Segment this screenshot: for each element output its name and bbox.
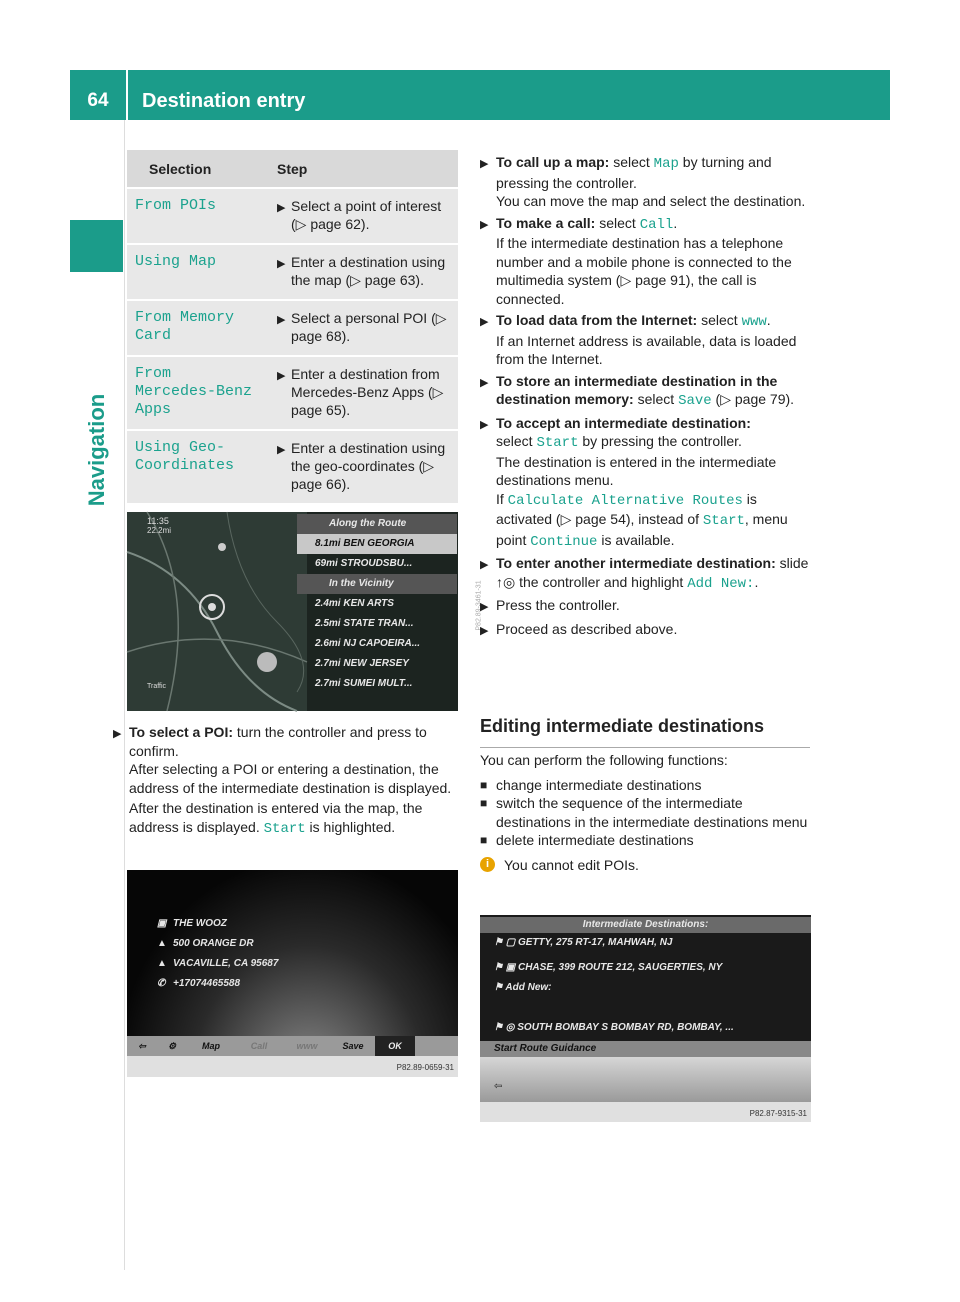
list-item[interactable]: 2.6mi NJ CAPOEIRA... xyxy=(315,638,421,649)
list-item[interactable]: 8.1mi BEN GEORGIA xyxy=(297,534,457,554)
step-text: select xyxy=(595,214,640,231)
step-paragraph: If an Internet address is available, data is loaded from the Internet. xyxy=(496,332,797,367)
step-text: . xyxy=(754,573,759,590)
list-item xyxy=(157,954,278,974)
step-text: Select a point of interest (▷ page 62). xyxy=(291,198,442,232)
table-cell-step xyxy=(269,188,458,244)
step-accept-destination xyxy=(480,414,814,552)
settings-icon[interactable]: ⚙ xyxy=(167,1040,177,1051)
code-calculate-alternative-routes: Calculate Alternative Routes xyxy=(507,492,743,509)
table-cell-step xyxy=(269,244,458,300)
list-item[interactable]: 2.7mi NEW JERSEY xyxy=(315,658,409,669)
address-phone: +17074465588 xyxy=(173,978,241,989)
bullet-text: change intermediate destinations xyxy=(496,776,702,793)
list-item[interactable]: Along the Route xyxy=(297,514,457,534)
arrow-icon: ▶ xyxy=(277,314,286,326)
list-item[interactable]: In the Vicinity xyxy=(297,574,457,594)
list-item[interactable]: 2.7mi SUMEI MULT... xyxy=(315,678,413,689)
info-note xyxy=(480,856,814,875)
list-item[interactable] xyxy=(494,937,672,948)
list-item xyxy=(480,831,814,850)
step-text: turn the controller and press to confirm. xyxy=(129,724,427,759)
arrow-icon: ▶ xyxy=(277,258,286,270)
step-text: Select a personal POI (▷ page 68). xyxy=(291,310,447,344)
arrow-icon: ▶ xyxy=(113,728,122,740)
step-text: is available. xyxy=(597,531,675,548)
step-text: . xyxy=(673,214,678,231)
list-item xyxy=(157,974,278,994)
step-lead: To accept an intermediate destination: xyxy=(496,414,751,431)
back-icon[interactable]: ⇦ xyxy=(494,1081,503,1092)
time-readout: 11:35 xyxy=(147,516,169,526)
step-paragraph: If the intermediate destination has a telephone number and a mobile phone is connected to the multimedia system (▷ page 91), the call is connected. xyxy=(496,235,792,307)
selection-table xyxy=(127,150,458,505)
arrow-icon: ▶ xyxy=(480,418,489,431)
step-text: by pressing the controller. xyxy=(578,433,742,449)
table-row xyxy=(127,300,458,356)
ok-button[interactable]: OK xyxy=(375,1036,415,1056)
left-steps xyxy=(113,723,461,841)
city-icon: ▲ xyxy=(157,958,167,969)
note-text: You cannot edit POIs. xyxy=(504,856,639,873)
bullet-icon: ■ xyxy=(480,777,488,792)
code-www: www xyxy=(741,314,767,330)
address-name: THE WOOZ xyxy=(173,918,227,929)
code-map: Map xyxy=(653,156,679,172)
list-item xyxy=(480,776,814,795)
image-footer xyxy=(127,1056,458,1077)
arrow-icon: ▶ xyxy=(480,376,489,389)
code-start: Start xyxy=(263,820,306,837)
code-call: Call xyxy=(639,216,674,233)
flag-icon: ⚑ ▢ xyxy=(494,937,518,948)
step-text: . xyxy=(766,312,771,328)
table-row xyxy=(127,356,458,430)
step-lead: To enter another intermediate destination: xyxy=(496,555,776,571)
table-row xyxy=(127,430,458,504)
step-text: Enter a destination from Mercedes-Benz Apps (▷ page 65). xyxy=(291,366,444,418)
step-paragraph: After selecting a POI or entering a destination, the address of the intermediate destination is displayed. xyxy=(129,761,452,796)
back-icon[interactable]: ⇦ xyxy=(138,1040,146,1051)
list-item xyxy=(157,934,278,954)
image-footer xyxy=(480,1102,811,1122)
add-new-label: Add New: xyxy=(505,982,552,993)
table-header: Step xyxy=(269,150,458,188)
address-lines xyxy=(157,914,278,994)
code-start: Start xyxy=(702,513,745,529)
list-item[interactable] xyxy=(494,962,722,973)
list-item xyxy=(480,794,814,831)
step-text: If xyxy=(496,490,508,507)
arrow-icon: ▶ xyxy=(480,559,489,571)
step-select-poi xyxy=(113,723,461,838)
image-reference: P82.89-0659-31 xyxy=(396,1063,454,1072)
distance-readout: 22.2mi xyxy=(147,526,172,535)
street-icon: ▲ xyxy=(157,938,167,949)
margin-rule xyxy=(124,120,125,1270)
phone-icon: ✆ xyxy=(157,978,166,989)
intermediate-destinations-screenshot xyxy=(480,915,811,1122)
step-lead: To make a call: xyxy=(496,214,596,231)
poi-icon: ▣ xyxy=(157,918,167,929)
call-button[interactable]: Call xyxy=(250,1041,268,1051)
table-cell-step xyxy=(269,430,458,504)
side-tab-block xyxy=(70,220,123,272)
image-reference: P82.87-9315-31 xyxy=(749,1109,807,1118)
table-row xyxy=(127,188,458,244)
step-call-up-map xyxy=(480,153,814,211)
step-text: slide ↑◎ the controller and highlight xyxy=(496,555,809,590)
bullet-text: delete intermediate destinations xyxy=(496,832,694,848)
bullet-icon: ■ xyxy=(480,796,488,810)
list-item xyxy=(157,914,278,934)
step-text: Press the controller. xyxy=(496,597,620,613)
poi-map-screenshot xyxy=(127,512,483,711)
page-number: 64 xyxy=(87,90,109,111)
table-cell-step xyxy=(269,356,458,430)
code-save: Save xyxy=(678,393,712,409)
info-icon: i xyxy=(480,857,495,872)
flag-icon: ⚑ ◎ xyxy=(494,1022,518,1033)
arrow-icon: ▶ xyxy=(480,218,489,231)
list-item[interactable]: 69mi STROUDSBU... xyxy=(315,558,413,569)
table-header: Selection xyxy=(127,150,269,188)
step-enter-another xyxy=(480,554,814,593)
list-item[interactable]: 2.5mi STATE TRAN... xyxy=(315,618,414,629)
step-paragraph: The destination is entered in the intermediate destinations menu. xyxy=(496,453,777,488)
step-text: by turning and pressing the controller. xyxy=(496,154,772,191)
address-city: VACAVILLE, CA 95687 xyxy=(173,958,279,969)
step-text: (▷ page 79). xyxy=(711,391,795,407)
table-cell-step xyxy=(269,300,458,356)
arrow-icon: ▶ xyxy=(480,316,489,328)
step-press-controller xyxy=(480,596,814,617)
table-row xyxy=(127,244,458,300)
arrow-icon: ▶ xyxy=(277,370,286,382)
table-cell-selection: From Mercedes-Benz Apps xyxy=(127,356,269,430)
destination-text: GETTY, 275 RT-17, MAHWAH, NJ xyxy=(517,937,673,948)
section-body xyxy=(480,751,814,874)
step-paragraph: You can move the map and select the destination. xyxy=(496,193,806,209)
list-item[interactable] xyxy=(494,1022,734,1033)
code-add-new: Add New: xyxy=(687,575,755,592)
step-text: select xyxy=(633,391,679,407)
image-reference: P82.89-3461-31 xyxy=(475,580,483,631)
table-cell-selection: Using Geo-Coordinates xyxy=(127,430,269,504)
header-divider xyxy=(126,70,128,120)
map-button[interactable]: Map xyxy=(202,1041,220,1051)
address-screenshot xyxy=(127,870,458,1077)
table-header-row xyxy=(127,150,458,188)
list-item[interactable] xyxy=(494,982,551,993)
www-button[interactable]: www xyxy=(296,1041,318,1051)
traffic-label: Traffic xyxy=(147,683,167,690)
address-street: 500 ORANGE DR xyxy=(173,938,254,949)
save-button[interactable]: Save xyxy=(342,1041,364,1051)
step-text: select xyxy=(496,433,537,449)
flag-icon: ⚑ xyxy=(494,982,506,993)
right-steps xyxy=(480,153,814,643)
step-text: Proceed as described above. xyxy=(496,620,678,637)
poi-list xyxy=(297,514,457,694)
bottom-panel xyxy=(480,1057,811,1102)
code-start: Start xyxy=(536,435,579,451)
step-text: After the destination is entered via the map, the address is displayed. xyxy=(129,800,423,835)
start-route-guidance[interactable]: Start Route Guidance xyxy=(480,1041,811,1057)
step-text: Enter a destination using the map (▷ page 63). xyxy=(291,254,446,288)
list-item[interactable]: 2.4mi KEN ARTS xyxy=(315,598,394,609)
arrow-icon: ▶ xyxy=(277,202,286,214)
flag-icon: ⚑ ▣ xyxy=(494,962,518,973)
section-heading: Editing intermediate destinations xyxy=(480,716,810,748)
arrow-icon: ▶ xyxy=(480,158,489,170)
step-text: select xyxy=(697,312,742,328)
arrow-icon: ▶ xyxy=(277,444,286,456)
step-make-call xyxy=(480,214,814,309)
destination-text: CHASE, 399 ROUTE 212, SAUGERTIES, NY xyxy=(517,962,723,973)
step-proceed xyxy=(480,620,814,641)
step-lead: To store an intermediate destination in the destination memory: xyxy=(496,372,778,407)
step-lead: To load data from the Internet: xyxy=(496,312,698,328)
step-load-internet xyxy=(480,311,814,369)
code-continue: Continue xyxy=(530,533,598,550)
step-lead: To select a POI: xyxy=(129,724,233,740)
step-text: Enter a destination using the geo-coordinates (▷ page 66). xyxy=(291,440,446,492)
bullet-text: switch the sequence of the intermediate destinations in the intermediate destinations menu xyxy=(496,795,808,830)
menu-title: Intermediate Destinations: xyxy=(480,917,811,933)
side-label xyxy=(70,380,123,520)
step-lead: To call up a map: xyxy=(496,154,610,170)
destination-text: SOUTH BOMBAY S BOMBAY RD, BOMBAY, ... xyxy=(517,1022,734,1033)
step-text: is highlighted. xyxy=(305,818,396,835)
step-text: , menu point xyxy=(496,511,788,548)
arrow-icon: ▶ xyxy=(480,601,489,613)
arrow-icon: ▶ xyxy=(480,624,489,637)
side-label-text: Navigation xyxy=(83,393,109,507)
step-text: is activated (▷ page 54), instead of xyxy=(496,490,757,527)
table-cell-selection: From Memory Card xyxy=(127,300,269,356)
step-text: select xyxy=(609,154,654,170)
table-cell-selection: Using Map xyxy=(127,244,269,300)
bullet-icon: ■ xyxy=(480,833,488,847)
table-cell-selection: From POIs xyxy=(127,188,269,244)
softkey-bar xyxy=(127,1036,458,1056)
step-store-destination xyxy=(480,372,814,411)
page-title: Destination entry xyxy=(142,90,306,112)
section-intro: You can perform the following functions: xyxy=(480,752,728,768)
